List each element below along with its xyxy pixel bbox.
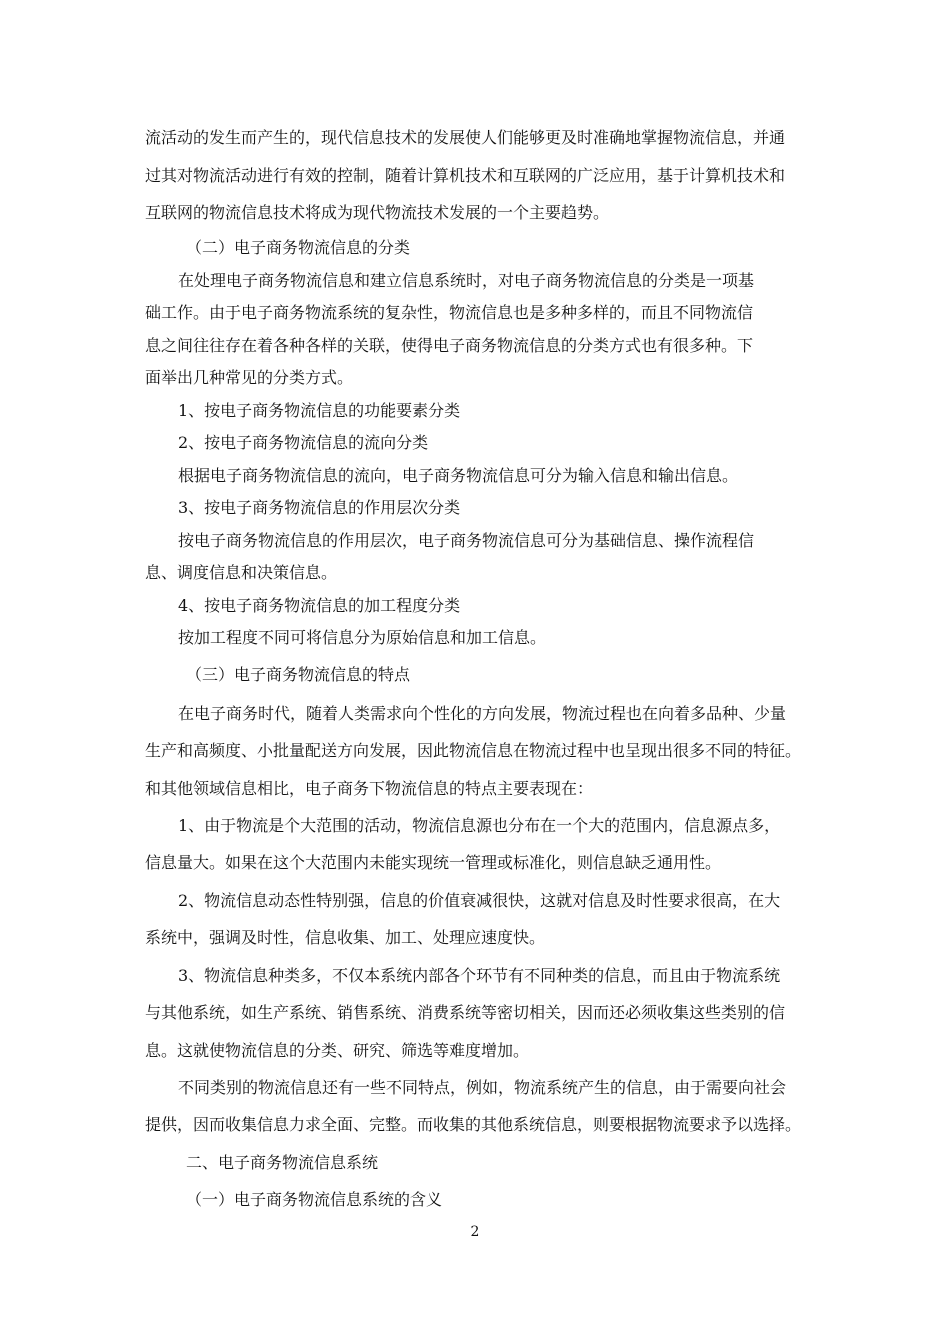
text-line: 3、物流信息种类多，不仅本系统内部各个环节有不同种类的信息，而且由于物流系统 [178,966,781,985]
text-line: 二、电子商务物流信息系统 [186,1153,379,1172]
text-line: （三）电子商务物流信息的特点 [186,665,411,684]
text-line: 流活动的发生而产生的，现代信息技术的发展使人们能够更及时准确地掌握物流信息，并通 [145,128,786,147]
text-line: 4、按电子商务物流信息的加工程度分类 [178,596,461,615]
text-line: 2、按电子商务物流信息的流向分类 [178,433,429,452]
text-line: 息、调度信息和决策信息。 [145,563,338,582]
text-line: 互联网的物流信息技术将成为现代物流技术发展的一个主要趋势。 [145,203,610,222]
text-line: 1、由于物流是个大范围的活动，物流信息源也分布在一个大的范围内，信息源点多， [178,816,781,835]
page-number: 2 [470,1224,480,1240]
text-line: （二）电子商务物流信息的分类 [186,238,411,257]
text-line: 过其对物流活动进行有效的控制，随着计算机技术和互联网的广泛应用，基于计算机技术和 [145,166,786,185]
text-line: 按加工程度不同可将信息分为原始信息和加工信息。 [178,628,547,647]
text-line: 按电子商务物流信息的作用层次，电子商务物流信息可分为基础信息、操作流程信 [178,531,755,550]
text-line: 础工作。由于电子商务物流系统的复杂性，物流信息也是多种多样的，而且不同物流信 [145,303,754,322]
text-line: 息。这就使物流信息的分类、研究、筛选等难度增加。 [145,1041,530,1060]
text-line: 在处理电子商务物流信息和建立信息系统时，对电子商务物流信息的分类是一项基 [178,271,755,290]
text-line: 1、按电子商务物流信息的功能要素分类 [178,401,461,420]
text-line: 与其他系统，如生产系统、销售系统、消费系统等密切相关，因而还必须收集这些类别的信 [145,1003,786,1022]
text-line: 信息量大。如果在这个大范围内未能实现统一管理或标准化，则信息缺乏通用性。 [145,853,722,872]
text-line: 生产和高频度、小批量配送方向发展，因此物流信息在物流过程中也呈现出很多不同的特征。 [145,741,802,760]
text-line: 2、物流信息动态性特别强，信息的价值衰减很快，这就对信息及时性要求很高，在大 [178,891,781,910]
text-line: 根据电子商务物流信息的流向，电子商务物流信息可分为输入信息和输出信息。 [178,466,739,485]
text-line: 和其他领域信息相比，电子商务下物流信息的特点主要表现在： [145,779,594,798]
text-line: 3、按电子商务物流信息的作用层次分类 [178,498,461,517]
text-line: 息之间往往存在着各种各样的关联，使得电子商务物流信息的分类方式也有很多种。下 [145,336,754,355]
text-line: 系统中，强调及时性，信息收集、加工、处理应速度快。 [145,928,546,947]
text-line: 在电子商务时代，随着人类需求向个性化的方向发展，物流过程也在向着多品种、少量 [178,704,787,723]
text-line: 提供，因而收集信息力求全面、完整。而收集的其他系统信息，则要根据物流要求予以选择。 [145,1115,802,1134]
text-line: 面举出几种常见的分类方式。 [145,368,354,387]
text-line: （一）电子商务物流信息系统的含义 [186,1190,443,1209]
text-line: 不同类别的物流信息还有一些不同特点，例如，物流系统产生的信息，由于需要向社会 [178,1078,787,1097]
